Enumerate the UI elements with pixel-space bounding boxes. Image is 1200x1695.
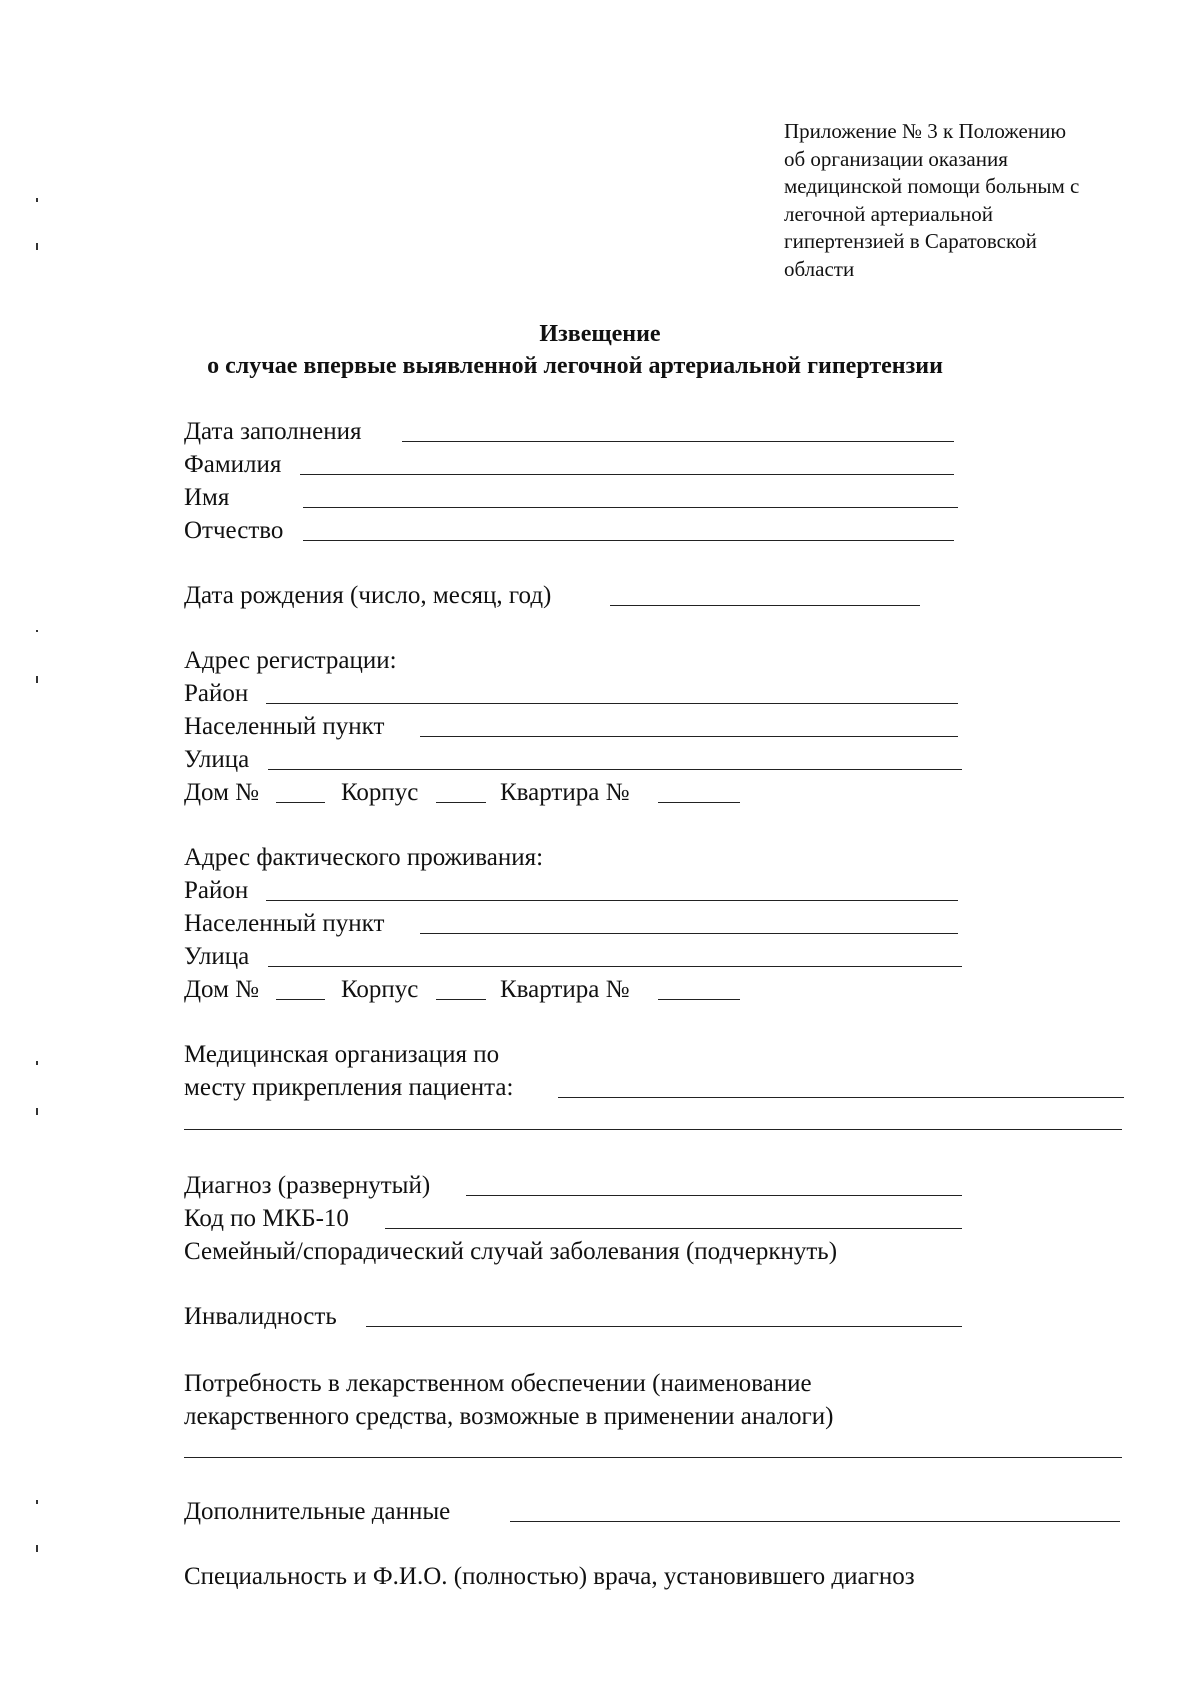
act-locality-label: Населенный пункт [184, 910, 385, 937]
medical-org-field-continued[interactable] [184, 1129, 1122, 1130]
reg-street-field[interactable] [268, 769, 962, 770]
act-building-label: Корпус [341, 976, 419, 1003]
diagnosis-label: Диагноз (развернутый) [184, 1172, 431, 1199]
additional-data-field[interactable] [510, 1521, 1120, 1522]
scan-mark [36, 1061, 38, 1065]
act-apartment-field[interactable] [658, 999, 740, 1000]
appendix-line: области [784, 256, 855, 281]
reg-district-field[interactable] [266, 703, 958, 704]
act-apartment-label: Квартира № [500, 976, 630, 1003]
act-street-label: Улица [184, 943, 250, 970]
reg-apartment-label: Квартира № [500, 779, 630, 806]
scan-mark [36, 1545, 38, 1552]
document-title: Извещение [539, 321, 661, 347]
fill-date-field[interactable] [402, 441, 954, 442]
surname-field[interactable] [300, 474, 954, 475]
appendix-line: гипертензией в Саратовской [784, 229, 1037, 253]
icd-code-label: Код по МКБ-10 [184, 1205, 349, 1232]
scan-mark [36, 630, 38, 632]
actual-address-label: Адрес фактического проживания: [184, 844, 544, 871]
act-district-label: Район [184, 877, 249, 904]
appendix-line: легочной артериальной [784, 201, 993, 226]
scan-mark [36, 243, 38, 250]
reg-district-label: Район [184, 680, 249, 707]
reg-apartment-field[interactable] [658, 802, 740, 803]
act-street-field[interactable] [268, 966, 962, 967]
disability-label: Инвалидность [184, 1303, 337, 1330]
act-district-field[interactable] [266, 900, 958, 901]
act-locality-field[interactable] [420, 933, 958, 934]
drug-need-label-2: лекарственного средства, возможные в применении аналоги) [184, 1403, 834, 1430]
surname-label: Фамилия [184, 451, 282, 478]
patronymic-label: Отчество [184, 517, 284, 544]
drug-need-field[interactable] [184, 1457, 1122, 1458]
case-type-label[interactable]: Семейный/спорадический случай заболевания (подчеркнуть) [184, 1238, 838, 1265]
reg-locality-field[interactable] [420, 736, 958, 737]
birth-date-field[interactable] [610, 605, 920, 606]
reg-house-label: Дом № [184, 779, 259, 806]
act-house-label: Дом № [184, 976, 259, 1003]
reg-building-label: Корпус [341, 779, 419, 806]
registration-address-label: Адрес регистрации: [184, 647, 397, 674]
additional-data-label: Дополнительные данные [184, 1498, 451, 1525]
appendix-line: медицинской помощи больным с [784, 174, 1080, 198]
medical-org-label-1: Медицинская организация по [184, 1041, 500, 1068]
appendix-line: Приложение № 3 к Положению [784, 119, 1067, 143]
icd-code-field[interactable] [385, 1228, 962, 1229]
reg-street-label: Улица [184, 746, 250, 773]
disability-field[interactable] [366, 1326, 962, 1327]
appendix-reference [784, 118, 1144, 283]
diagnosis-field[interactable] [466, 1195, 962, 1196]
reg-locality-label: Населенный пункт [184, 713, 385, 740]
name-label: Имя [184, 484, 230, 511]
patronymic-field[interactable] [303, 540, 954, 541]
reg-building-field[interactable] [436, 802, 486, 803]
medical-org-field[interactable] [558, 1097, 1124, 1098]
fill-date-label: Дата заполнения [184, 418, 362, 445]
document-subtitle: о случае впервые выявленной легочной артериальной гипертензии [207, 353, 943, 379]
act-house-field[interactable] [276, 999, 325, 1000]
scan-mark [36, 1500, 38, 1504]
medical-org-label-2: месту прикрепления пациента: [184, 1074, 514, 1101]
scan-mark [36, 198, 38, 202]
scan-mark [36, 676, 38, 683]
scan-mark [36, 1108, 38, 1115]
drug-need-label-1: Потребность в лекарственном обеспечении (наименование [184, 1370, 812, 1397]
act-building-field[interactable] [436, 999, 486, 1000]
name-field[interactable] [303, 507, 958, 508]
appendix-line: об организации оказания [784, 146, 1008, 171]
doctor-label: Специальность и Ф.И.О. (полностью) врача, установившего диагноз [184, 1563, 915, 1590]
birth-date-label: Дата рождения (число, месяц, год) [184, 582, 552, 609]
reg-house-field[interactable] [276, 802, 325, 803]
